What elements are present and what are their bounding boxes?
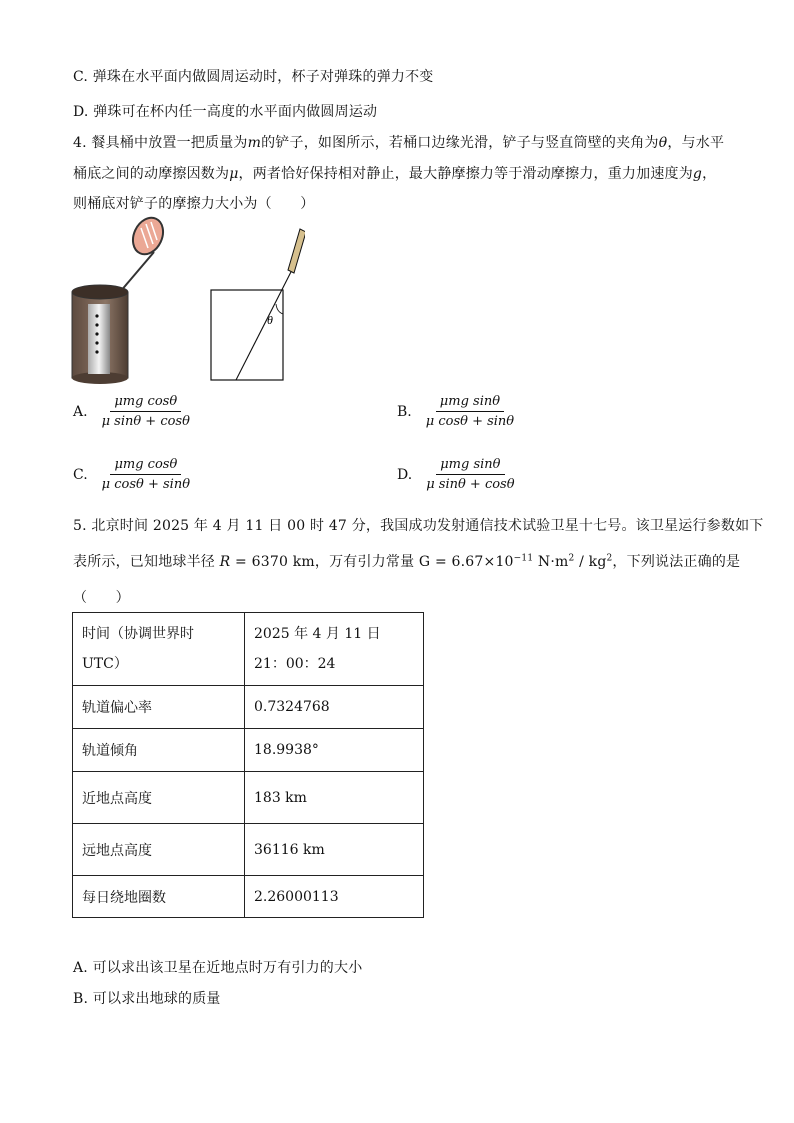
satellite-parameters-table (72, 612, 424, 918)
exponent: 2 (606, 553, 613, 564)
q4-text: ，与水平 (667, 135, 725, 151)
bucket-photo-figure (68, 214, 176, 384)
table-row (73, 772, 424, 824)
var-g: g (692, 166, 703, 182)
option-d-fraction (422, 457, 518, 492)
q4-line-2 (73, 163, 716, 183)
table-key: 每日绕地圈数 (73, 876, 245, 918)
table-key: 轨道偏心率 (73, 686, 245, 729)
table-key: 轨道倾角 (73, 729, 245, 772)
q4-line-3: 则桶底对铲子的摩擦力大小为（ ） (73, 196, 315, 212)
table-value: 36116 km (245, 824, 424, 876)
option-b-numerator: μmg sinθ (436, 394, 504, 412)
exponent: −11 (513, 553, 534, 564)
option-d-label: D. (397, 466, 413, 483)
var-R: R (219, 554, 231, 570)
q5-text: / kg (574, 554, 607, 570)
option-c[interactable] (73, 457, 194, 492)
q4-text: 桶底之间的动摩擦因数为 (73, 166, 230, 182)
q5-text: = 6370 km，万有引力常量 G = 6.67×10 (230, 554, 514, 570)
spatula-schematic-figure (205, 222, 305, 384)
table-value: 0.7324768 (245, 686, 424, 729)
option-a[interactable] (73, 394, 194, 429)
option-c-fraction (98, 457, 194, 492)
option-a-numerator: μmg cosθ (110, 394, 181, 412)
option-b-label: B. (397, 403, 412, 420)
q5-option-b[interactable]: B. 可以求出地球的质量 (73, 991, 221, 1007)
option-c-label: C. (73, 466, 88, 483)
table-key: 近地点高度 (73, 772, 245, 824)
option-a-label: A. (73, 403, 88, 420)
var-mu: μ (229, 166, 239, 182)
table-row (73, 876, 424, 918)
option-c-denominator: μ cosθ + sinθ (101, 477, 191, 492)
var-m: m (247, 135, 262, 151)
q4-text: 的铲子，如图所示，若桶口边缘光滑，铲子与竖直筒壁的夹角为 (261, 135, 659, 151)
q5-line-3: （ ） (73, 590, 130, 606)
q5-option-a[interactable]: A. 可以求出该卫星在近地点时万有引力的大小 (73, 960, 363, 976)
option-d[interactable] (397, 457, 519, 492)
table-value: 18.9938° (245, 729, 424, 772)
table-row (73, 824, 424, 876)
exponent: 2 (568, 553, 575, 564)
q5-line-1: 5. 北京时间 2025 年 4 月 11 日 00 时 47 分，我国成功发射通信技术试验卫星十七号。该卫星运行参数如下 (73, 518, 764, 534)
var-theta: θ (658, 135, 668, 151)
angle-label: θ (267, 313, 273, 327)
table-row (73, 686, 424, 729)
table-row (73, 613, 424, 686)
prev-option-d: D. 弹珠可在杯内任一高度的水平面内做圆周运动 (73, 104, 378, 120)
q4-text: ，两者恰好保持相对静止，最大静摩擦力等于滑动摩擦力，重力加速度为 (238, 166, 693, 182)
q4-text: 4. 餐具桶中放置一把质量为 (73, 135, 248, 151)
option-a-denominator: μ sinθ + cosθ (101, 414, 190, 429)
q5-text: 表所示，已知地球半径 (73, 554, 220, 570)
option-d-numerator: μmg sinθ (436, 457, 504, 475)
table-row (73, 729, 424, 772)
spatula-head (288, 229, 305, 273)
option-d-denominator: μ sinθ + cosθ (426, 477, 515, 492)
table-key: 远地点高度 (73, 824, 245, 876)
angle-arc (276, 304, 283, 314)
q5-line-2 (73, 551, 740, 571)
option-b-denominator: μ cosθ + sinθ (425, 414, 515, 429)
table-value: 2025 年 4 月 11 日 21：00：24 (245, 613, 424, 686)
spatula-handle (236, 264, 295, 380)
option-a-fraction (98, 394, 194, 429)
table-key: 时间（协调世界时 UTC） (73, 613, 245, 686)
q4-text: ， (702, 166, 717, 182)
option-c-numerator: μmg cosθ (110, 457, 181, 475)
table-value: 2.26000113 (245, 876, 424, 918)
prev-option-c: C. 弹珠在水平面内做圆周运动时，杯子对弹珠的弹力不变 (73, 69, 434, 85)
q5-text: N·m (533, 554, 569, 570)
option-b[interactable] (397, 394, 518, 429)
table-value: 183 km (245, 772, 424, 824)
bucket-outline (211, 290, 283, 380)
q5-text: ，下列说法正确的是 (612, 554, 741, 570)
option-b-fraction (422, 394, 518, 429)
q4-line-1 (73, 132, 724, 152)
